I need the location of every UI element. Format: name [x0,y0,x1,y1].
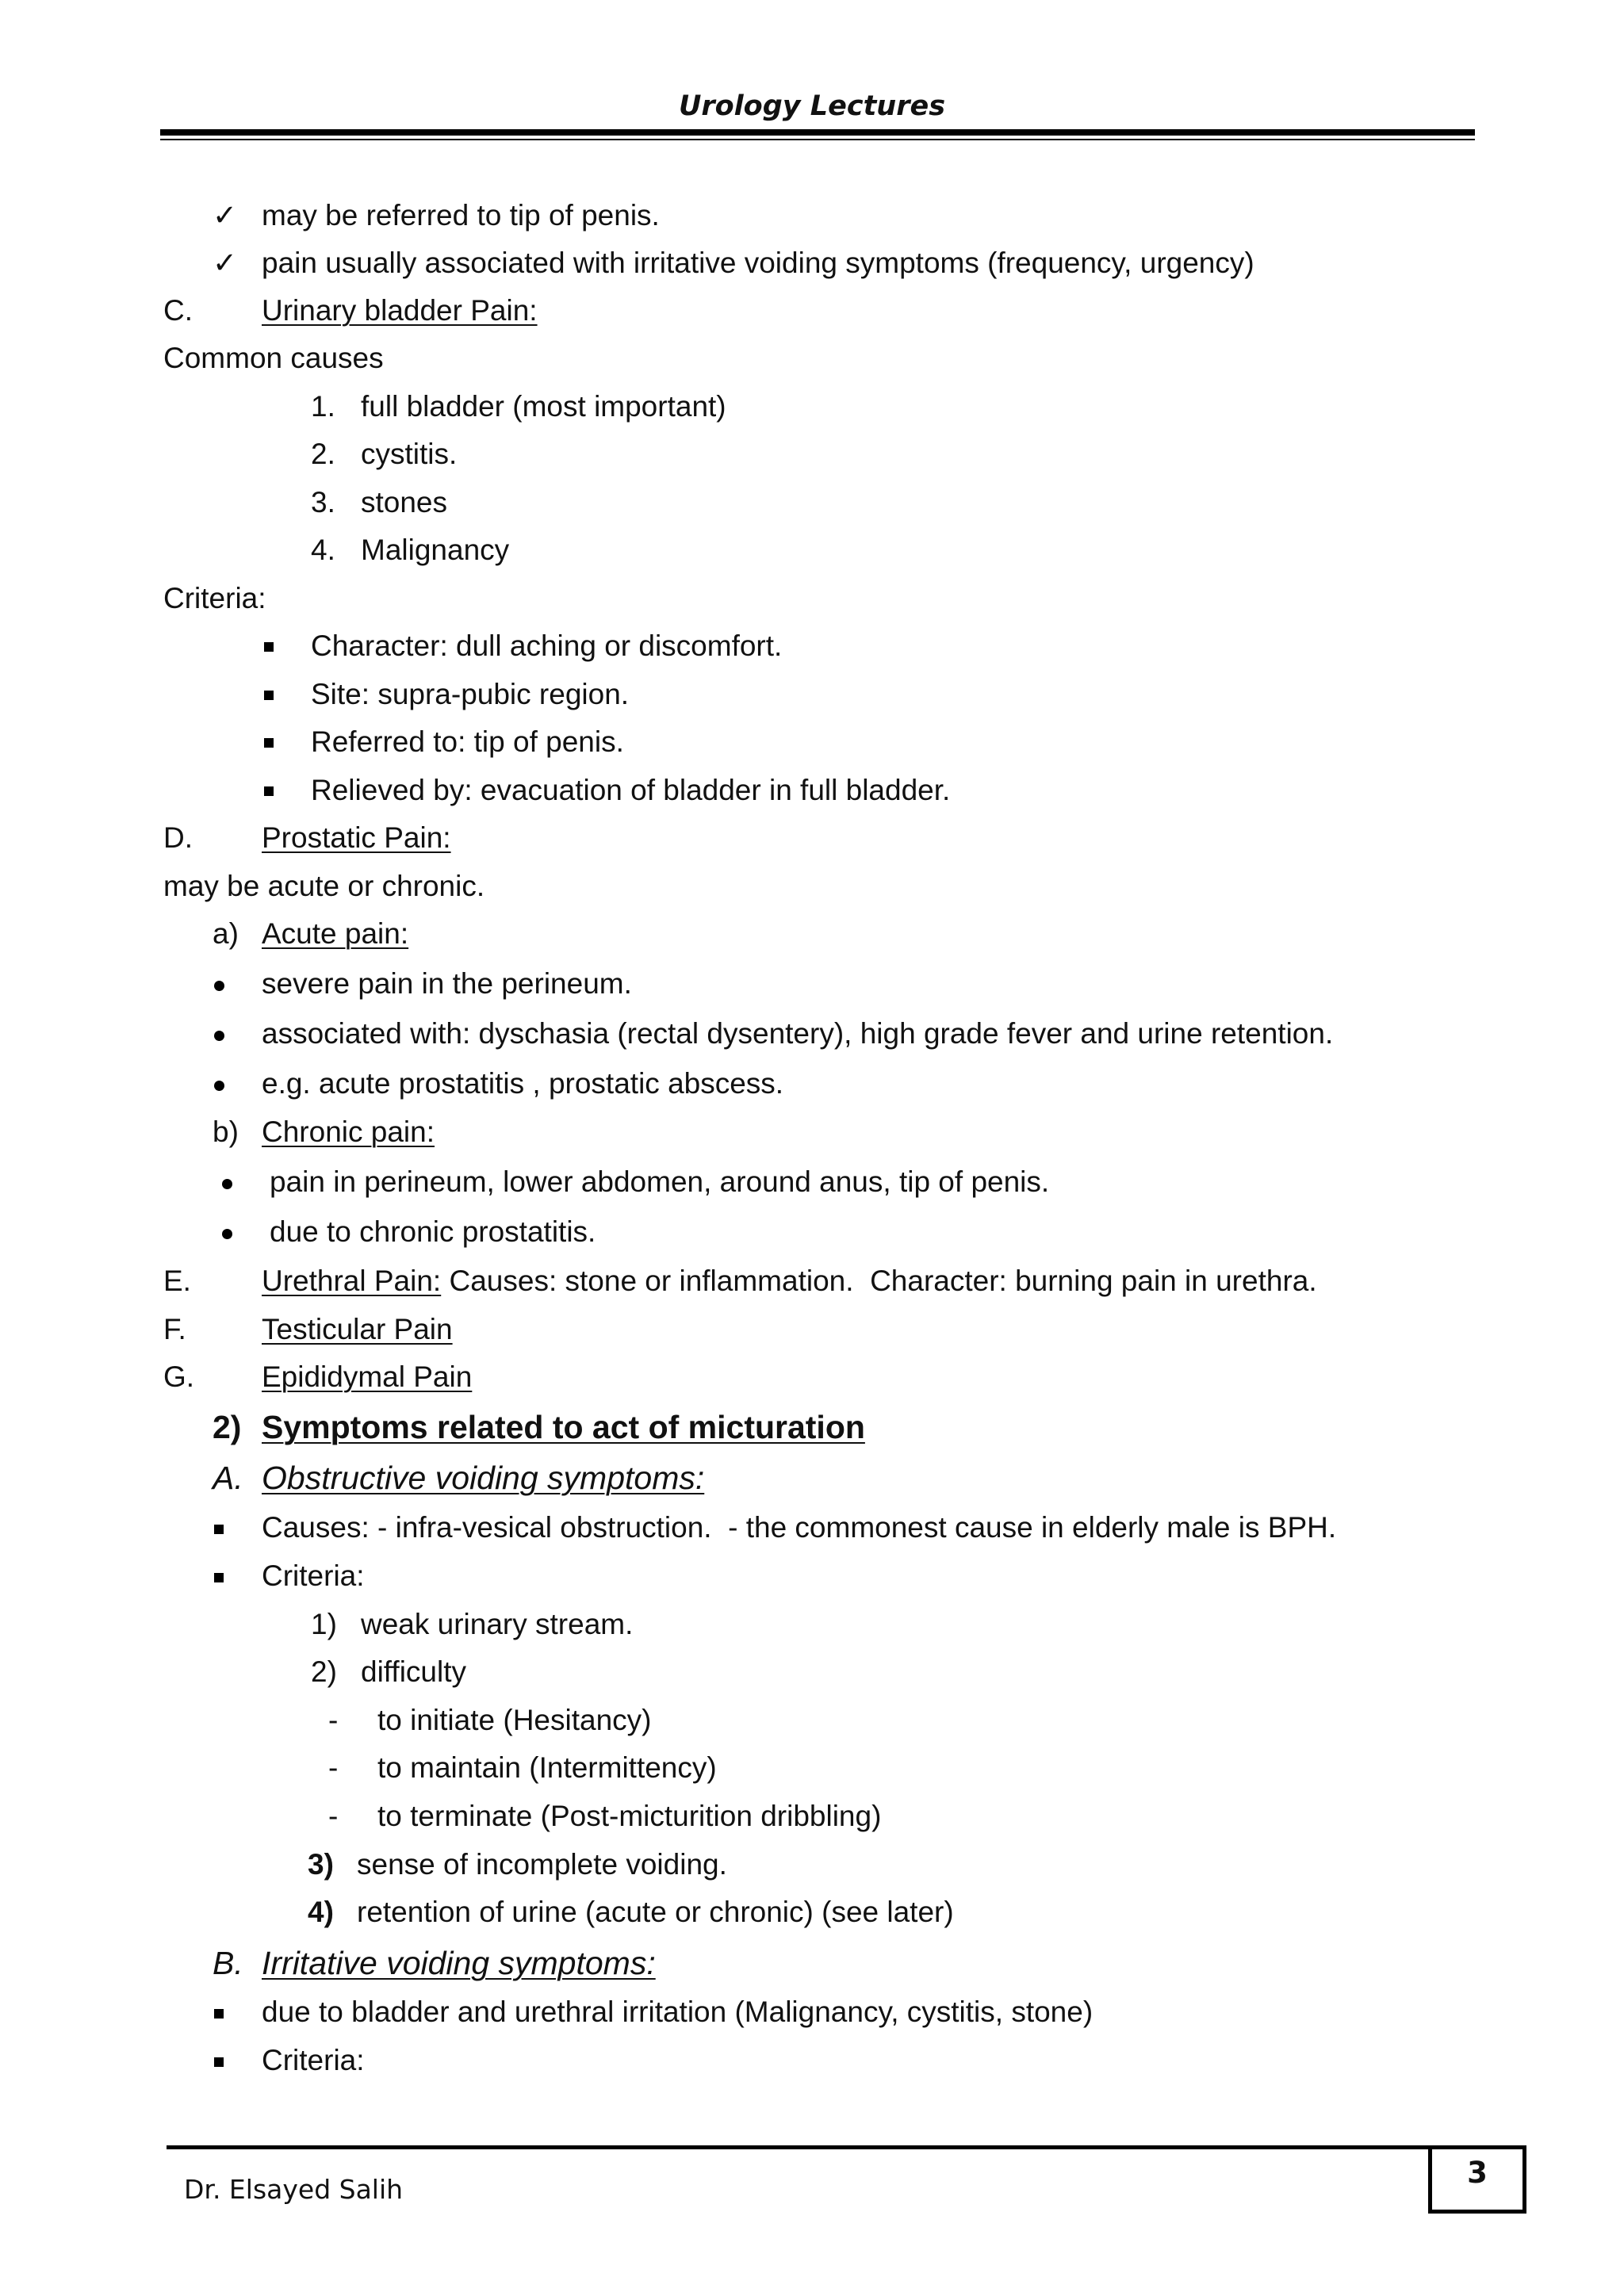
list-item: due to bladder and urethral irritation (Malignancy, cystitis, stone) [262,1996,1094,2028]
subsection-heading: Obstructive voiding symptoms: [262,1460,705,1496]
dash-marker: - [328,1704,339,1736]
header-rule-thick [160,129,1475,136]
section-letter: F. [163,1313,186,1345]
list-number: 4) [308,1896,334,1928]
list-item: to maintain (Intermittency) [377,1751,717,1784]
footer-author: Dr. Elsayed Salih [184,2174,404,2205]
section-heading: Epididymal Pain [262,1360,473,1393]
list-item: Criteria: [262,1559,365,1592]
bullet-icon [222,1229,232,1239]
subsection-heading: Irritative voiding symptoms: [262,1945,656,1981]
bullet-icon [214,981,224,991]
section-number: 2) [213,1409,242,1445]
list-item: difficulty [361,1655,466,1688]
list-number: 3. [311,486,335,519]
list-item: Malignancy [361,534,510,566]
paragraph: may be acute or chronic. [163,870,485,902]
list-number: 4. [311,534,335,566]
page-header-title: Urology Lectures [678,90,946,122]
square-bullet-icon [264,738,274,748]
square-bullet-icon [214,1573,224,1582]
bullet-icon [222,1179,232,1189]
square-bullet-icon [264,786,274,796]
section-heading: Urinary bladder Pain: [262,294,538,327]
header-rule-thin [160,139,1475,140]
square-bullet-icon [214,2057,224,2067]
section-letter: G. [163,1360,195,1393]
list-marker: b) [213,1115,239,1148]
list-item: to terminate (Post-micturition dribbling) [377,1800,882,1832]
list-marker: a) [213,917,239,950]
list-item: retention of urine (acute or chronic) (see later) [357,1896,954,1928]
list-item: cystitis. [361,438,458,470]
section-letter: E. [163,1265,191,1297]
dash-marker: - [328,1800,339,1832]
list-item: Character: dull aching or discomfort. [311,629,783,662]
subsection-heading: Chronic pain: [262,1115,435,1148]
section-text: Causes: stone or inflammation. Character: burning pain in urethra. [441,1265,1317,1297]
bullet-icon [214,1031,224,1041]
section-letter: C. [163,294,193,327]
square-bullet-icon [214,2009,224,2019]
paragraph: Criteria: [163,582,266,614]
list-item: full bladder (most important) [361,390,726,423]
section-heading: Testicular Pain [262,1313,453,1345]
square-bullet-icon [264,691,274,700]
list-item: Criteria: [262,2044,365,2076]
checkmark-icon: ✓ [213,247,238,279]
checkmark-icon: ✓ [213,199,238,232]
list-item: to initiate (Hesitancy) [377,1704,652,1736]
paragraph: Common causes [163,342,384,374]
list-item: due to chronic prostatitis. [270,1215,596,1248]
check-item: pain usually associated with irritative voiding symptoms (frequency, urgency) [262,247,1254,279]
check-item: may be referred to tip of penis. [262,199,660,232]
list-number: 3) [308,1848,334,1881]
list-number: 1) [311,1608,337,1640]
section-line [262,1264,1317,1299]
list-number: 2) [311,1655,337,1688]
footer-rule [167,2145,1435,2149]
square-bullet-icon [264,642,274,652]
page-number: 3 [1428,2145,1526,2214]
list-item: associated with: dyschasia (rectal dysentery), high grade fever and urine retention. [262,1017,1334,1050]
list-item: stones [361,486,448,519]
list-item: weak urinary stream. [361,1608,634,1640]
list-item: sense of incomplete voiding. [357,1848,727,1881]
dash-marker: - [328,1751,339,1784]
list-item: pain in perineum, lower abdomen, around anus, tip of penis. [270,1165,1050,1198]
square-bullet-icon [214,1525,224,1534]
list-item: severe pain in the perineum. [262,967,632,1000]
section-heading: Urethral Pain: [262,1265,442,1297]
list-item: Referred to: tip of penis. [311,725,624,758]
section-letter: D. [163,821,193,854]
bullet-icon [214,1081,224,1091]
list-number: 1. [311,390,335,423]
list-number: 2. [311,438,335,470]
section-letter: A. [213,1460,243,1496]
section-heading: Prostatic Pain: [262,821,451,854]
section-heading-main: Symptoms related to act of micturation [262,1409,865,1445]
list-item: Causes: - infra-vesical obstruction. - the commonest cause in elderly male is BPH. [262,1511,1337,1544]
list-item: Site: supra-pubic region. [311,678,630,710]
section-letter: B. [213,1945,243,1981]
list-item: Relieved by: evacuation of bladder in full bladder. [311,774,951,806]
list-item: e.g. acute prostatitis , prostatic abscess. [262,1067,784,1100]
subsection-heading: Acute pain: [262,917,409,950]
